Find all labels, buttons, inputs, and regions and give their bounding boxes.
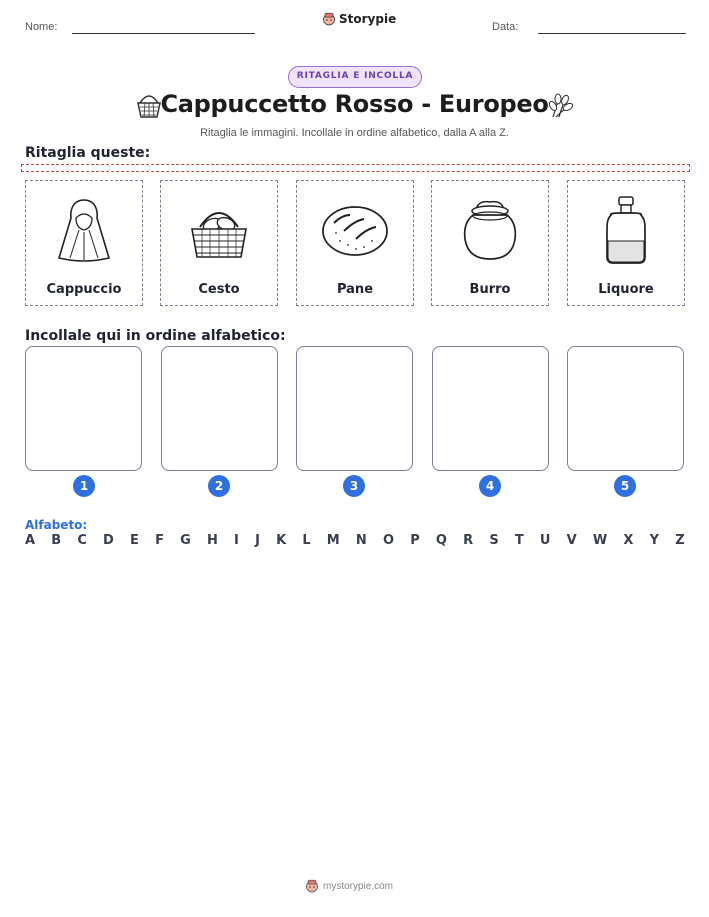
alphabet-letter: W — [592, 533, 608, 548]
alphabet-row — [25, 533, 685, 548]
herbs-decoration-icon — [545, 90, 575, 120]
alphabet-letter: E — [130, 533, 139, 548]
alphabet-letter: N — [355, 533, 367, 548]
slot-number-1: 1 — [73, 475, 95, 497]
storypie-logo — [322, 12, 396, 26]
bread-loaf-icon — [320, 201, 390, 261]
name-label: Nome: — [25, 21, 58, 33]
alphabet-letter: O — [382, 533, 395, 548]
alphabet-letter: G — [180, 533, 191, 548]
activity-badge: RITAGLIA E INCOLLA — [288, 66, 422, 88]
storypie-mascot-icon — [322, 12, 336, 26]
cut-card-cappuccio[interactable] — [25, 180, 143, 306]
slot-number-4: 4 — [479, 475, 501, 497]
cut-section-heading: Ritaglia queste: — [25, 145, 151, 161]
paste-slot-3[interactable] — [296, 346, 413, 471]
butter-pot-icon — [459, 197, 521, 265]
name-line[interactable] — [72, 33, 255, 34]
hood-cape-icon — [54, 196, 114, 266]
brand-name: Storypie — [339, 12, 397, 26]
alphabet-letter: P — [410, 533, 420, 548]
alphabet-letter: B — [51, 533, 62, 548]
cut-line — [21, 164, 690, 172]
cut-card-burro[interactable] — [431, 180, 549, 306]
alphabet-letter: S — [489, 533, 499, 548]
cut-card-cesto[interactable] — [160, 180, 278, 306]
slot-number-2: 2 — [208, 475, 230, 497]
alphabet-letter: I — [234, 533, 239, 548]
card-label: Burro — [469, 282, 511, 297]
alphabet-letter: J — [255, 533, 260, 548]
alphabet-letter: T — [514, 533, 524, 548]
cut-card-liquore[interactable] — [567, 180, 685, 306]
paste-slot-2[interactable] — [161, 346, 278, 471]
alphabet-heading: Alfabeto: — [25, 518, 88, 532]
slot-number-5: 5 — [614, 475, 636, 497]
alphabet-letter: R — [463, 533, 474, 548]
instructions: Ritaglia le immagini. Incollale in ordine alfabetico, dalla A alla Z. — [200, 127, 509, 139]
liquor-bottle-icon — [601, 195, 651, 267]
slot-number-3: 3 — [343, 475, 365, 497]
paste-slot-4[interactable] — [432, 346, 549, 471]
card-label: Cappuccio — [46, 282, 122, 297]
alphabet-letter: X — [623, 533, 634, 548]
alphabet-letter: F — [155, 533, 164, 548]
footer — [305, 879, 393, 893]
alphabet-letter: H — [206, 533, 218, 548]
card-label: Liquore — [598, 282, 654, 297]
storypie-mascot-icon — [305, 879, 319, 893]
date-label: Data: — [492, 21, 519, 33]
alphabet-letter: D — [103, 533, 114, 548]
alphabet-letter: L — [302, 533, 311, 548]
alphabet-letter: K — [276, 533, 287, 548]
alphabet-letter: U — [539, 533, 551, 548]
alphabet-letter: V — [566, 533, 577, 548]
paste-slot-1[interactable] — [25, 346, 142, 471]
bread-basket-icon — [188, 199, 250, 263]
card-label: Pane — [336, 282, 374, 297]
alphabet-letter: C — [77, 533, 87, 548]
date-line[interactable] — [538, 33, 686, 34]
alphabet-letter: M — [326, 533, 340, 548]
cut-card-pane[interactable] — [296, 180, 414, 306]
alphabet-letter: Q — [435, 533, 447, 548]
alphabet-letter: Y — [649, 533, 660, 548]
alphabet-letter: Z — [675, 533, 685, 548]
alphabet-letter: A — [25, 533, 36, 548]
page-title: Cappuccetto Rosso - Europeo — [160, 90, 549, 118]
card-label: Cesto — [198, 282, 240, 297]
paste-slot-5[interactable] — [567, 346, 684, 471]
footer-url[interactable]: mystorypie.com — [323, 880, 394, 892]
paste-section-heading: Incollale qui in ordine alfabetico: — [25, 328, 286, 344]
